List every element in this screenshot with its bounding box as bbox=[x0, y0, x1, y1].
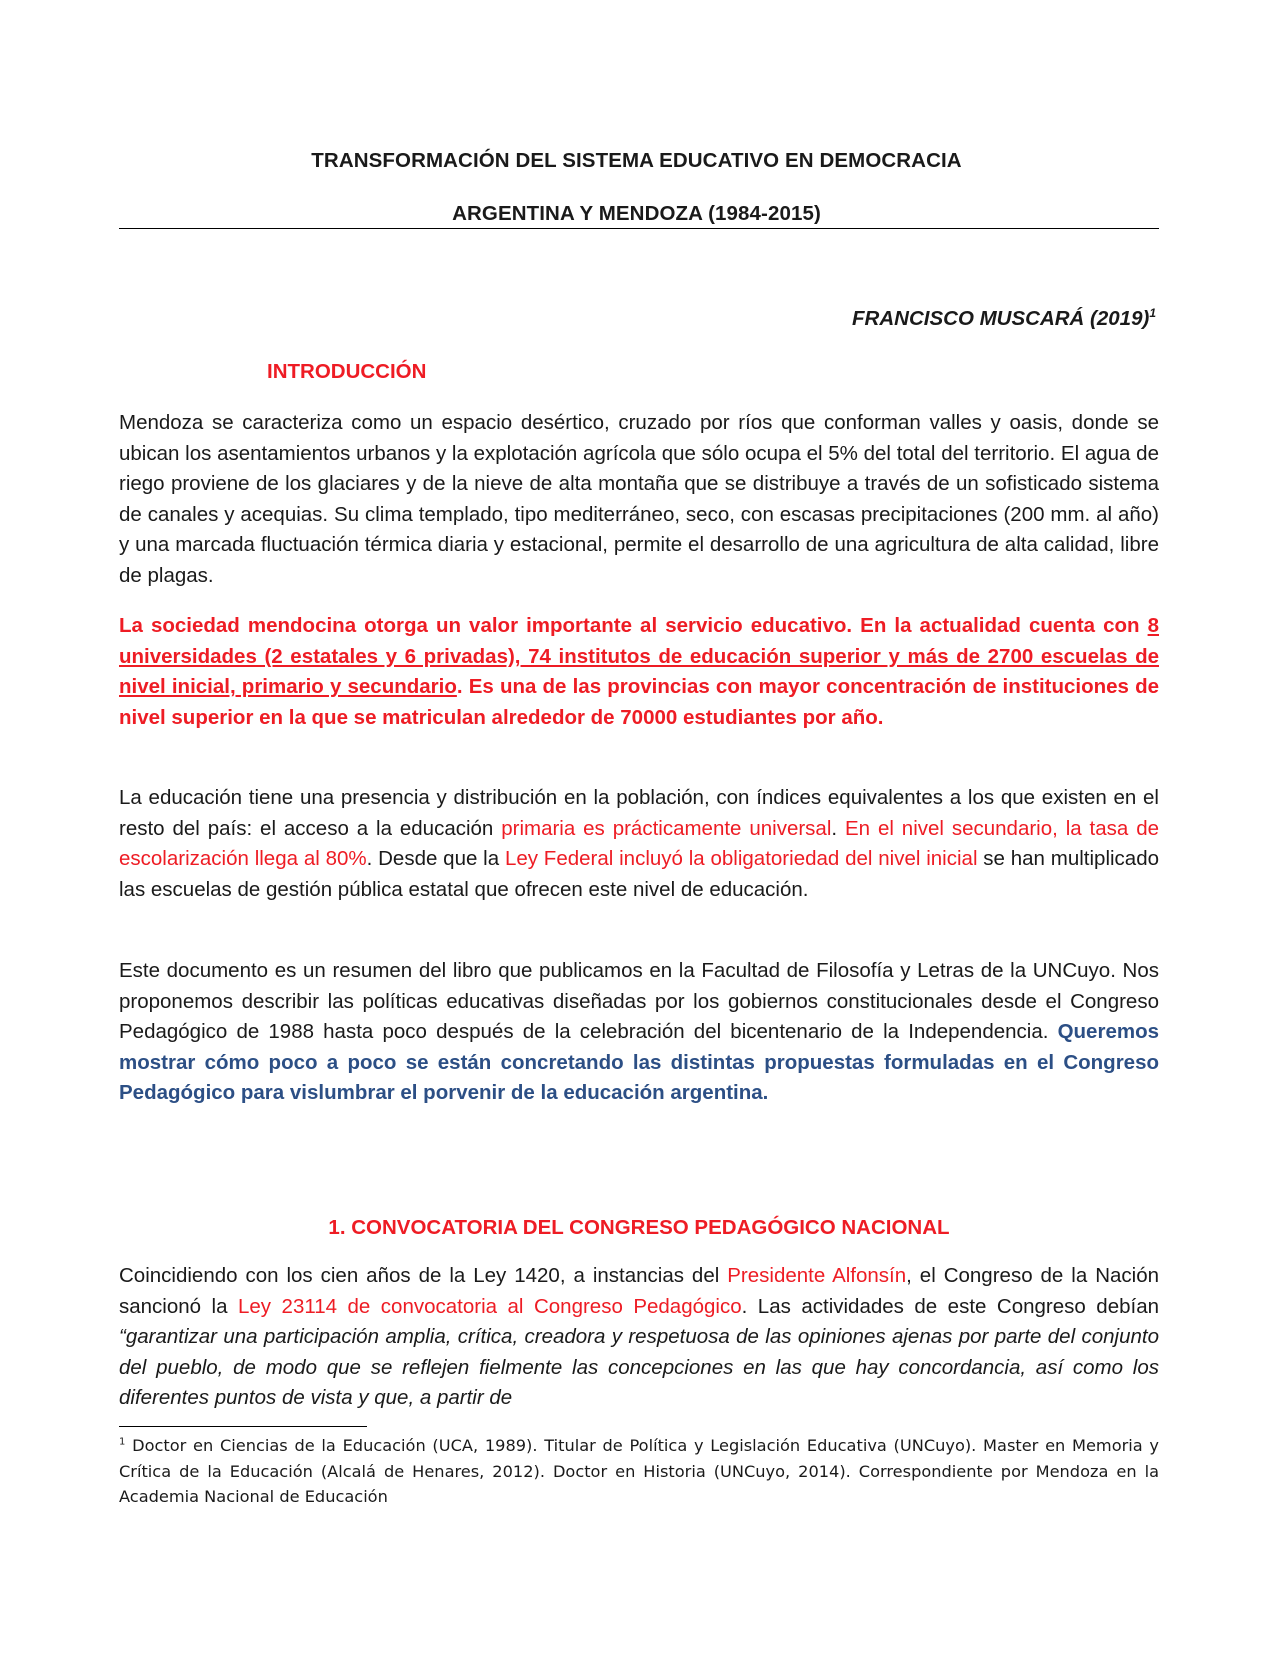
p3-text-g: se han multiplicado las escuelas de gestión pública estatal que ofrecen este nivel de educación. bbox=[119, 847, 1160, 901]
introduction-heading: INTRODUCCIÓN bbox=[267, 360, 427, 383]
footnote-1 bbox=[119, 1433, 1159, 1510]
section-1-heading: 1. CONVOCATORIA DEL CONGRESO PEDAGÓGICO NACIONAL bbox=[328, 1216, 950, 1239]
p3-highlight-ley-federal: Ley Federal incluyó la obligatoriedad del nivel inicial bbox=[504, 847, 978, 871]
footnote-number: 1 bbox=[119, 1436, 126, 1448]
s1-quote: “garantizar una participación amplia, crítica, creadora y respetuosa de las opiniones ajenas por parte del conjunto del pueblo, de modo que se reflejen fielmente las concepciones en las que hay concordancia, así como los diferentes puntos de vista y que, a partir de bbox=[119, 1325, 1159, 1410]
p4-highlight-goal: Queremos mostrar cómo poco a poco se están concretando las distintas propuestas formuladas en el Congreso Pedagógico para vislumbrar el porvenir de la educación argentina. bbox=[119, 1020, 1159, 1105]
footnote-text: Doctor en Ciencias de la Educación (UCA, 1989). Titular de Política y Legislación Educativa (UNCuyo). Master en Memoria y Crítica de la Educación (Alcalá de Henares, 2012). Doctor en Historia (UNCuyo, 2014). Correspondiente por Mendoza en la Academia Nacional de Educación bbox=[119, 1436, 1159, 1506]
p2-text-c: . Es una de las provincias con mayor concentración de instituciones de nivel superior en la que se matriculan alrededor de 70000 estudiantes por año. bbox=[119, 675, 1160, 729]
p2-underlined-stats: 8 universidades (2 estatales y 6 privadas), 74 institutos de educación superior y más de 2700 escuelas de nivel inicial, primario y secundario bbox=[119, 614, 1159, 699]
s1-text-e: . Las actividades de este Congreso debían bbox=[741, 1294, 1159, 1318]
intro-paragraph-1: Mendoza se caracteriza como un espacio desértico, cruzado por ríos que conforman valles y oasis, donde se ubican los asentamientos urbanos y la explotación agrícola que sólo ocupa el 5% del total del territorio. El agua de riego proviene de los glaciares y de la nieve de alta montaña que se distribuye a través de un sofisticado sistema de canales y acequias. Su clima templado, tipo mediterráneo, seco, con escasas precipitaciones (200 mm. al año) y una marcada fluctuación térmica diaria y estacional, permite el desarrollo de una agricultura de alta calidad, libre de plagas. bbox=[119, 411, 1159, 587]
s1-highlight-ley-23114: Ley 23114 de convocatoria al Congreso Pedagógico bbox=[238, 1294, 742, 1318]
p3-highlight-primary: primaria es prácticamente universal bbox=[501, 816, 832, 840]
s1-text-c: , el Congreso de la Nación sancionó la bbox=[119, 1264, 1160, 1318]
section-1-paragraph bbox=[119, 1261, 1159, 1414]
footnote-reference[interactable]: 1 bbox=[1149, 306, 1156, 321]
p2-text-a: La sociedad mendocina otorga un valor importante al servicio educativo. En la actualidad cuenta con bbox=[119, 614, 1148, 637]
author-line bbox=[852, 307, 1156, 331]
intro-paragraph-2 bbox=[119, 611, 1159, 733]
title-underline-rule bbox=[119, 228, 1159, 229]
p3-text-c: . bbox=[831, 816, 845, 840]
footnote-separator bbox=[119, 1426, 367, 1427]
document-title-line-1: TRANSFORMACIÓN DEL SISTEMA EDUCATIVO EN DEMOCRACIA bbox=[311, 149, 962, 172]
author-name: FRANCISCO MUSCARÁ (2019) bbox=[852, 307, 1150, 330]
p3-highlight-secondary: En el nivel secundario, la tasa de escolarización llega al 80% bbox=[119, 816, 1159, 871]
p3-text-e: . Desde que la bbox=[366, 847, 505, 871]
intro-paragraph-4 bbox=[119, 956, 1159, 1109]
s1-text-a: Coincidiendo con los cien años de la Ley 1420, a instancias del bbox=[119, 1264, 728, 1287]
intro-paragraph-3 bbox=[119, 783, 1159, 905]
p4-text-a: Este documento es un resumen del libro que publicamos en la Facultad de Filosofía y Letras de la UNCuyo. Nos proponemos describir las políticas educativas diseñadas por los gobiernos constitucionales desde el Congreso Pedagógico de 1988 hasta poco después de la celebración del bicentenario de la Independencia. bbox=[119, 959, 1159, 1044]
s1-highlight-alfonsin: Presidente Alfonsín bbox=[727, 1264, 907, 1287]
p3-text-a: La educación tiene una presencia y distribución en la población, con índices equivalentes a los que existen en el resto del país: el acceso a la educación bbox=[119, 786, 1159, 840]
document-title-line-2: ARGENTINA Y MENDOZA (1984-2015) bbox=[452, 202, 821, 225]
